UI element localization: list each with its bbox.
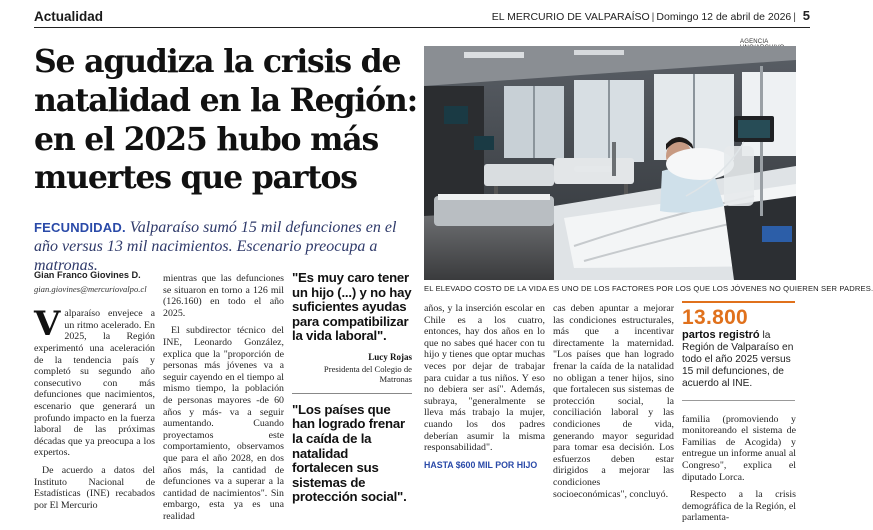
stat-top-rule: [682, 301, 795, 303]
separator: |: [651, 11, 655, 23]
divider: [292, 393, 412, 394]
paragraph: Respecto a la crisis demográfica de la Región, el parlamenta-: [682, 489, 796, 524]
paragraph: años, y la inserción escolar en Chile es a los cuatro, entonces, hay dos años en lo que no sabes qué hacer con tu hijo y tienes que optar muchas veces por dejar de trabajar para cuidar a tus niños. Y eso no debiera ser así". Además, subraya, "generalmente se lleva más trabajo la mujer, cuando los dos padres deberían asumir la misma responsabilidad".: [424, 303, 545, 454]
paragraph: [34, 304, 155, 459]
photo-caption: EL ELEVADO COSTO DE LA VIDA ES UNO DE LOS FACTORES POR LOS QUE LOS JÓVENES NO QUIEREN SER PADRES.: [424, 284, 873, 293]
quote-role: Presidenta del Colegio de Matronas: [323, 363, 412, 385]
paragraph: El subdirector técnico del INE, Leonardo González, explica que la "proporción de personas más jóvenes va a seguir cayendo en el tiempo al mismo tiempo, la población de personas mayores -de 60 años y más- va a seguir aumentando. Cuando proyectamos este comportamiento, observamos que para el año 2028, en dos años más, la cantidad de defunciones va a superar a la cantidad de nacimientos". Sin embargo, esta ya es una realidad: [163, 325, 284, 522]
quote-author: Lucy Rojas: [368, 351, 412, 362]
dropcap: V: [34, 304, 61, 345]
article-column-1: [34, 270, 155, 517]
subhead-text: Valparaíso sumó 15 mil defunciones en el año versus 13 mil nacimientos. Escenario preocupa a matronas.: [34, 219, 397, 274]
stat-bold: partos registró: [682, 329, 760, 341]
pull-quote: "Es muy caro tener un hijo (...) y no hay suficientes ayudas para compatibilizar la vida laboral".: [292, 270, 412, 344]
stat-number: 13.800: [682, 306, 749, 329]
page-header: [34, 8, 810, 28]
newspaper-name: EL MERCURIO DE VALPARAÍSO: [491, 11, 650, 23]
byline-author: Gian Franco Giovines D.: [34, 270, 141, 280]
article-column-4: [553, 303, 674, 506]
paragraph: familia (promoviendo y monitoreando el sistema de Familias de Acogida) y entregue un informe anual al Congreso", explica el diputado Lorca.: [682, 413, 796, 483]
section-label: Actualidad: [34, 9, 104, 24]
section-subtitle: HASTA $600 MIL POR HIJO: [424, 459, 538, 470]
photo-credit: AGENCIA: [740, 39, 769, 45]
subhead-kicker: FECUNDIDAD.: [34, 220, 126, 235]
quotes-column: [292, 271, 412, 513]
article-column-2: [163, 273, 284, 528]
paragraph: cas deben apuntar a mejorar las condiciones estructurales, más que a incentivar directamente la maternidad. "Los países que han logrado frenar la caída de la natalidad no obligan a tener hijos, sino que fortalecen sus sistemas de protección social, la conciliación laboral y las condiciones de vida, generando mayor seguridad para tomar esa decisión. Los esfuerzos deben estar dirigidos a mejorar las condiciones socioeconómicas", concluyó.: [553, 303, 674, 500]
separator: |: [793, 11, 796, 23]
article-column-3: [424, 303, 545, 471]
stat-text: [682, 330, 796, 390]
issue-date: Domingo 12 de abril de 2026: [656, 11, 792, 23]
page-number: 5: [802, 8, 810, 23]
hospital-photo: [424, 46, 796, 280]
stat-detail: la Región de Valparaíso en todo el año 2025 versus 15 mil defunciones, de acuerdo al INE.: [682, 330, 794, 389]
headline: Se agudiza la crisis de natalidad en la Región: en el 2025 hubo más muertes que partos: [34, 43, 418, 197]
pull-quote: "Los países que han logrado frenar la caída de la natalidad fortalecen sus sistemas de protección social".: [292, 401, 407, 505]
article-column-5: [682, 301, 796, 530]
hospital-ward-illustration: [424, 46, 796, 280]
paragraph: De acuerdo a datos del Instituto Nacional de Estadísticas (INE) recabados por El Mercurio: [34, 464, 155, 511]
byline-email: gian.giovines@mercuriovalpo.cl: [34, 283, 147, 294]
stat-bottom-rule: [682, 400, 795, 401]
paragraph-text: alparaíso envejece a un ritmo acelerado. En 2025, la Región experimentó una aceleración de la tendencia país y completó su segundo año consecutivo con más defunciones que nacimientos, escenario que generará un profundo impacto en la fuerza laboral de las próximas décadas que ya preocupa a los expertos.: [34, 308, 155, 459]
subhead: [34, 218, 422, 275]
paragraph: mientras que las defunciones se situaron en torno a 126 mil (126.160) en todo el año 2025.: [163, 273, 284, 319]
masthead: [492, 11, 798, 23]
